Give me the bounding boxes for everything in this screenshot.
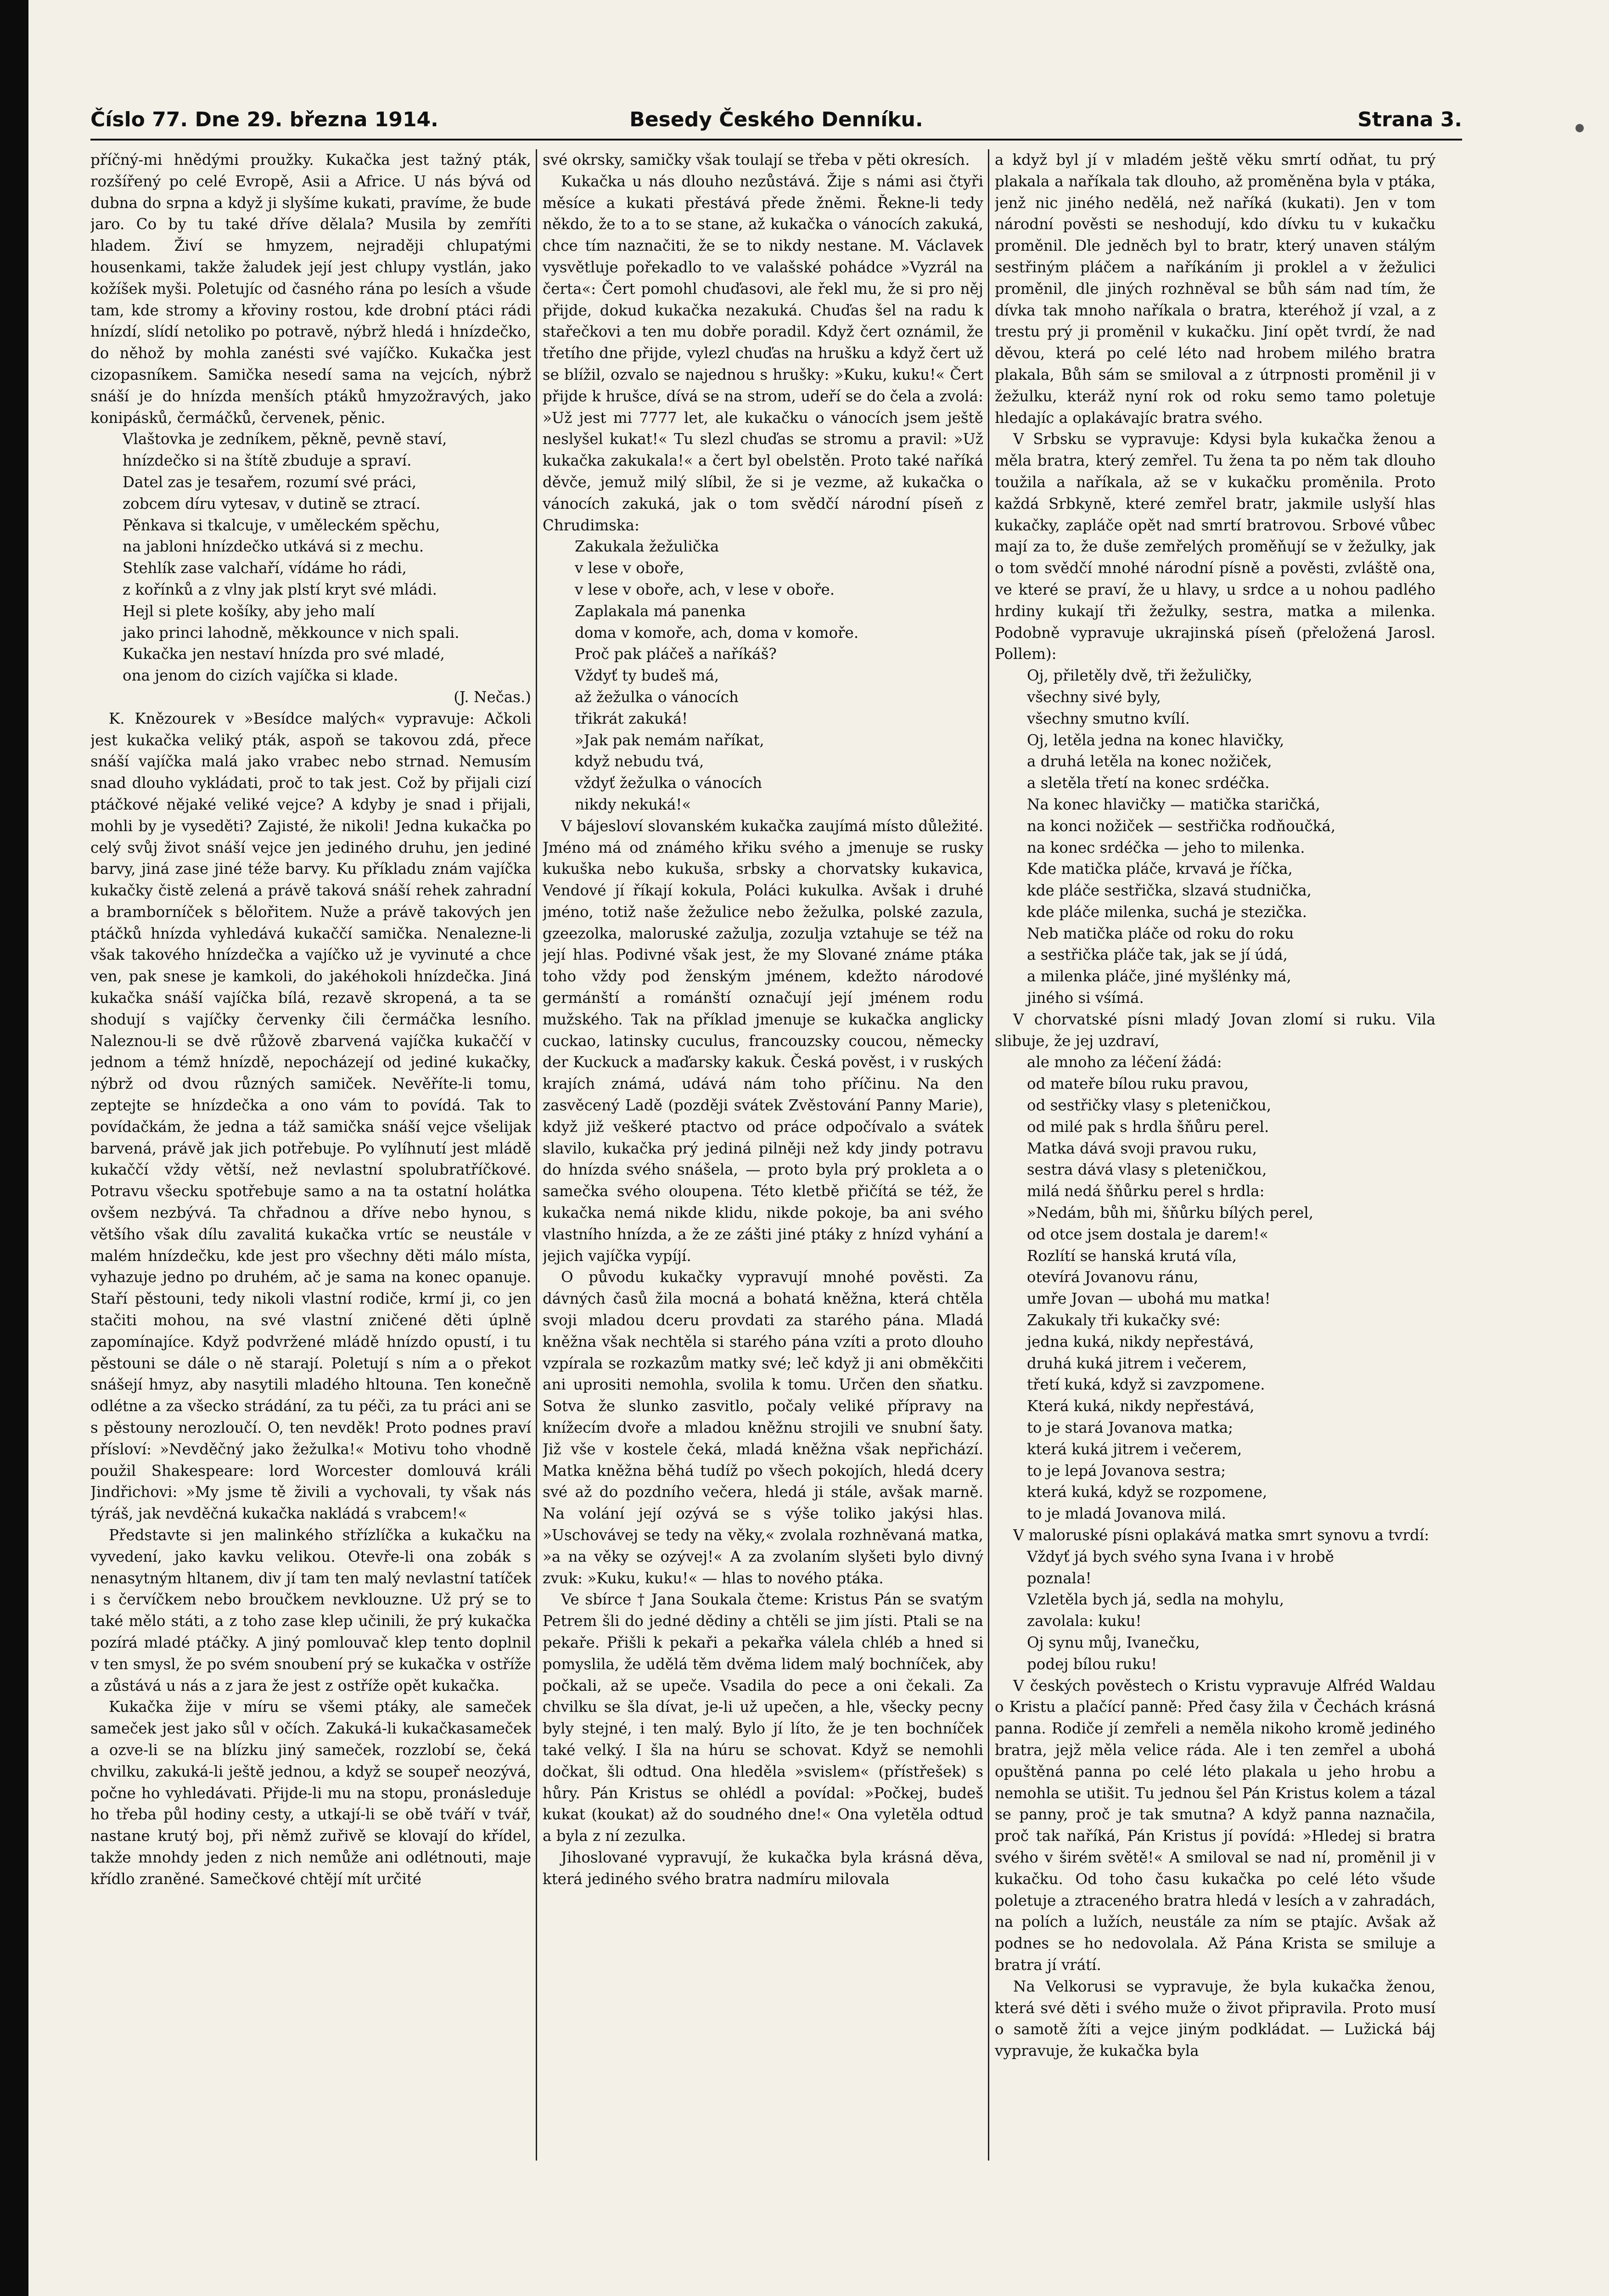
column-divider: [988, 149, 989, 2161]
page-header: [90, 108, 1462, 137]
poem-block: Vždyť já bych svého syna Ivana i v hrobě poznala! Vzletěla bych já, sedla na mohylu, zavolala: kuku! Oj synu můj, Ivanečku, podej bílou ruku!: [1027, 1548, 1334, 1673]
author-signature: (J. Nečas.): [454, 688, 531, 706]
article-paragraph: K. Knězourek v »Besídce malých« vypravuje: Ačkoli jest kukačka veliký pták, aspoň se takovou zdá, přece snáší vajíčka malá jako vrabec nebo strnad. Nemusím snad dlouho vykládati, proč to tak jest. Což by přijali cizí ptáčkové nějaké veliké vejce? A kdyby je snad i přijali, mohli by je vyseděti? Zajisté, že nikoli! Jedna kukačka po celý svůj život snáší vejce jen jediného druhu, jen jediné barvy, jiná zase jiné téže barvy. Ku příkladu znám vajíčka kukačky čistě zelená a právě taková snáší rehek zahradní a bramborníček s bělořitem. Nuže a právě takových jen ptáčků hnízda vyhledává kukaččí samička. Nenalezne-li však takového hnízdečka a vajíčko už je vyvinuté a chce ven, pak snese je kamkoli, do jakéhokoli hnízdečka. Jiná kukačka snáší vajíčka bílá, rezavě skropená, a ta se shodují s vajíčky červenky čili čermáčka lesního. Naleznou-li se dvě růžově zbarvená vajíčka kukaččí v jednom a témž hnízdě, nepocházejí od jediné kukačky, nýbrž od dvou různých samiček. Nevěříte-li tomu, zeptejte se hnízdečka a ono vám to povídá. Tak to povídačkám, že jedna a táž samička snáší vejce všelijak barvená, právě jak jich potřebuje. Po vylíhnutí jest mládě kukaččí vždy větší, než nevlastní spolubratříčkové. Potravu všecku spotřebuje samo a na ta ostatní holátka ovšem nezbývá. Ta chřadnou a dříve nebo hynou, s většího však dílu zavalitá kukačka vrtíc se neustále v malém hnízdečku, kde jest pro všechny děti málo místa, vyhazuje jedno po druhém, ač je sama na konec opanuje. Staří pěstouni, tedy nikoli vlastní rodiče, krmí ji, co jen stačiti mohou, na své vlastní zničené děti úplně zapomínajíce. Když podvržené mládě hnízdo opustí, i tu pěstouni se dále o ně starají. Poletují s ním a o překot snášejí hmyz, aby nasytili mladého hltouna. Ten konečně odlétne a za všecko strádání, za tu péči, za tu práci ani se s pěstouny nerozloučí. O, ten nevděk! Proto podnes praví přísloví: »Nevděčný jako žežulka!« Motivu toho vhodně použil Shakespeare: lord Worcester domlouvá králi Jindřichovi: »My jsme tě živili a vychovali, ty však nás týráš, jak nevděčná kukačka nakládá s vrabcem!«: [90, 709, 531, 1523]
article-paragraph: O původu kukačky vypravují mnohé pověsti. Za dávných časů žila mocná a bohatá kněžna, která chtěla svoji mladou dceru provdati za starého pána. Mladá kněžna však nechtěla si starého pána vzíti a proto dlouho vzpírala se rozkazům matky své; leč když ji ani obměkčiti ani uprositi nemohla, svolila k tomu. Určen den sňatku. Sotva že slunko zasvitlo, počaly veliké přípravy na knížecím dvoře a mladou kněžnu strojili ve snubní šaty. Již vše v kostele čeká, mladá kněžna však nepřichází. Matka kněžna běhá tudíž po všech pokojích, hledá dcery své až do pozdního večera, hledá ji stále, avšak marně. Na volání její ozývá se s výše toliko jakýsi hlas. »Uschovávej se tedy na věky,« zvolala rozhněvaná matka, »a na věky se ozývej!« A za zvolaním slyšeti bylo divný zvuk: »Kuku, kuku!« — hlas to nového ptáka.: [543, 1268, 983, 1587]
article-paragraph: V chorvatské písni mladý Jovan zlomí si ruku. Vila slibuje, že jej uzdraví,: [995, 1010, 1435, 1050]
article-paragraph: Na Velkorusi se vypravuje, že byla kukačka ženou, která své děti i svého muže o život připravila. Proto musí o samotě žíti a vejce jiným podkládat. — Lužická báj vypravuje, že kukačka byla: [995, 1977, 1435, 2060]
article-paragraph: Ve sbírce † Jana Soukala čteme: Kristus Pán se svatým Petrem šli do jedné dědiny a chtěli se jim jísti. Ptali se na pekaře. Přišli k pekaři a pekařka válela chléb a hned si pomyslila, že udělá těm dvěma lidem malý bochníček, aby počkali, až se upeče. Vsadila do pece a oni čekali. Za chvilku se šla dívat, je-li už upečen, a hle, všecky pecny byly stejné, i ten malý. Bylo jí líto, že je ten bochníček také velký. I šla na húru se schovat. Když se nemohli dočkat, šli odtud. Ona hleděla »svislem« (přístřešek) s hůry. Pán Kristus se ohlédl a povídal: »Počkej, budeš kukat (koukat) až do soudného dne!« Ona vyletěla odtud a byla z ní zezulka.: [543, 1591, 983, 1845]
publication-title: Besedy Českého Denníku.: [629, 108, 923, 131]
poem-block: Vlaštovka je zedníkem, pěkně, pevně staví, hnízdečko si na štítě zbuduje a spraví. Datel zas je tesařem, rozumí své práci, zobcem díru vytesav, v dutině se ztrací. Pěnkava si tkalcuje, v uměleckém spěchu, na jabloni hnízdečko utkává si z mechu. Stehlík zase valchaří, vídáme ho rádi, z kořínků a z vlny jak plstí kryt své mládi. Hejl si plete košíky, aby jeho malí jako princi lahodně, měkkounce v nich spali. Kukačka jen nestaví hnízda pro své mladé, ona jenom do cizích vajíčka si klade.: [123, 430, 460, 685]
article-paragraph: V bájesloví slovanském kukačka zaujímá místo důležité. Jméno má od známého křiku svého a jmenuje se rusky kukuška nebo kukuša, srbsky a chorvatsky kukavica, Vendové jí říkají kokula, Poláci kukulka. Avšak i druhé jméno, totiž naše žežulice nebo žežulka, polské zazula, gzeezolka, maloruské zažulja, zozulja vztahuje se též na její hlas. Podivné však jest, že my Slované známe ptáka toho vždy pod ženským jménem, kdežto národové germánští a románští označují její jménem rodu mužského. Tak na příklad jmenuje se kukačka anglicky cuckao, latinsky cuculus, francouzsky coucou, německy der Kuckuck a maďarsky kakuk. Česká pověst, i v ruských krajích známá, udává nám toho příčinu. Na den zasvěcený Ladě (později svátek Zvěstování Panny Marie), když již veškeré ptactvo od práce odpočívalo a svátek slavilo, kukačka prý jediná pilněji než kdy jindy potravu do hnízda svého snášela, — proto byla prý prokleta a o samečka svého oloupena. Této kletbě přičítá se též, že kukačka nemá nikde klidu, nikde pokoje, ba ani svého vlastního hnízda, a že ze zášti jiné ptáky z hnízd vyhání a jejich vajíčka vypíjí.: [543, 817, 983, 1265]
article-paragraph: Kukačka u nás dlouho nezůstává. Žije s námi asi čtyři měsíce a kukati přestává přede žněmi. Řekne-li tedy někdo, že to a to se stane, až kukačka o vánocích zakuká, chce tím naznačiti, že se to nikdy nestane. M. Václavek vysvětluje pořekadlo to ve valašské pohádce »Vyzrál na čerta«: Čert pomohl chuďasovi, ale řekl mu, že si pro něj přijde, dokud kukačka nezakuká. Chuďas šel na radu k stařečkovi a ten mu dobře poradil. Když čert oznámil, že třetího dne přijde, vylezl chuďas na hrušku a když čert už se blížil, ozvalo se najednou s hrušky: »Kuku, kuku!« Čert přijde k hrušce, dívá se na strom, udeří se do čela a zvolá: »Už jest mi 7777 let, ale kukačku o vánocích jsem ještě neslyšel kukat!« Tu slezl chuďas se stromu a pravil: »Už kukačka zakukala!« a čert byl obelstěn. Proto také naříká děvče, jemuž milý slíbil, že si je vezme, až kukačka o vánocích zakuká, jak o tom svědčí národní píseň z Chrudimska:: [543, 172, 983, 534]
article-paragraph: V českých pověstech o Kristu vypravuje Alfréd Waldau o Kristu a plačící panně: Před časy žila v Čechách krásná panna. Rodiče jí zemřeli a neměla nikoho kromě jediného bratra, jejž měla velice ráda. Ale i ten zemřel a ubohá opuštěná panna po celé léto plakala u jeho hrobu a nemohla se utišit. Tu jednou šel Pán Kristus kolem a tázal se panny, proč je tak smutna? A když panna naznačila, proč tak naříká, Pán Kristus jí povídá: »Hledej si bratra svého v širém světě!« A smiloval se nad ní, proměnil ji v kukačku. Od toho času kukačka po celé léto všude poletuje a ztraceného bratra hledá v lesích a v zahradách, na polích a lužích, neustále za ním se ptajíc. Avšak až podnes se ho nedovolala. Až Pána Krista se smiluje a bratra jí vrátí.: [995, 1677, 1435, 1974]
article-paragraph: Kukačka žije v míru se všemi ptáky, ale sameček sameček jest jako sůl v očích. Zakuká-li kukačkasameček a ozve-li se na blízku jiný sameček, rozzlobí se, čeká chvilku, zakuká-li ještě jednou, a když se soupeř neozývá, počne ho vyhledávati. Přijde-li mu na stopu, pronásleduje ho třeba půl hodiny cesty, a utkají-li se obě tváří v tvář, nastane krutý boj, při němž zuřivě se klovají do křídel, takže mnohdy jeden z nich nemůže ani odlétnouti, maje křídlo zraněné. Samečkové chtějí mít určité: [90, 1698, 531, 1888]
page-number: Strana 3.: [1357, 108, 1462, 131]
article-paragraph: a když byl jí v mladém ještě věku smrtí odňat, tu prý plakala a naříkala tak dlouho, až proměněna byla v ptáka, jenž nic jiného nedělá, než naříká (kukati). Jen v tom národní pověsti se neshodují, kdo dívku tu v kukačku proměnil. Dle jedněch byl to bratr, který unaven stálým sestřiným pláčem a naříkáním ji proklel a v žežulici proměnil, dle jiných rozhněval se bůh sám nad tím, že dívka tak mnoho naříkala o bratra, kteréhož jí vzal, a z trestu prý ji proměnil v kukačku. Jiní opět tvrdí, že nad děvou, která po celé léto nad hrobem milého bratra plakala, Bůh sám se smiloval a z útrpnosti proměnil ji v žežulku, kteráž nyní rok od roku semo tamo poletuje hledajíc a oplakávajíc bratra svého.: [995, 151, 1435, 427]
article-paragraph: V maloruské písni oplakává matka smrt synovu a tvrdí:: [1013, 1526, 1430, 1544]
newspaper-page: [28, 0, 1609, 2296]
poem-block: Oj, přiletěly dvě, tři žežuličky, všechny sivé byly, všechny smutno kvílí. Oj, letěla jedna na konec hlavičky, a druhá letěla na konec nožiček, a sletěla třetí na konec srdéčka. Na konec hlavičky — matička staričká, na konci nožiček — sestřička rodňoučká, na konec srdéčka — jeho to milenka. Kde matička pláče, krvavá je říčka, kde pláče sestřička, slzavá studnička, kde pláče milenka, suchá je stezička. Neb matička pláče od roku do roku a sestřička pláče tak, jak se jí údá, a milenka pláče, jiné myšlénky má, jiného si vśímá.: [1027, 667, 1336, 1007]
poem-block: Zakukala žežulička v lese v oboře, v lese v oboře, ach, v lese v oboře. Zaplakala má panenka doma v komoře, ach, doma v komoře. Proč pak pláčeš a naříkáš? Vždyť ty budeš má, až žežulka o vánocích třikrát zakuká! »Jak pak nemám naříkat, když nebudu tvá, vždyť žežulka o vánocích nikdy nekuká!«: [575, 538, 859, 813]
column-1: [90, 149, 531, 2170]
article-paragraph: Jihoslované vypravují, že kukačka byla krásná děva, která jediného svého bratra nadmíru milovala: [543, 1848, 983, 1888]
header-rule: [90, 139, 1462, 141]
scan-mark: [1575, 124, 1584, 132]
article-paragraph: V Srbsku se vypravuje: Kdysi byla kukačka ženou a měla bratra, který zemřel. Tu žena ta po něm tak dlouho toužila a naříkala, až se v kukačku proměnila. Proto každá Srbkyně, které zemřel bratr, jakmile uslyší hlas kukačky, zapláče opět nad smrtí bratrovou. Srbové vůbec mají za to, že duše zemřelých proměňují se v žežulky, jak o tom svědčí mnohé národní písně a pověsti, zvláště ona, ve které se praví, že u hlavy, u srdce a u nohou padlého hrdiny kukají tři žežulky, sestra, matka a milenka. Podobně vypravuje ukrajinská píseň (přeložená Jarosl. Pollem):: [995, 430, 1435, 663]
column-divider: [536, 149, 537, 2161]
column-3: [995, 149, 1435, 2170]
issue-and-date: Číslo 77. Dne 29. března 1914.: [90, 108, 438, 131]
poem-block: ale mnoho za léčení žádá: od mateře bílou ruku pravou, od sestřičky vlasy s pleteničkou, od milé pak s hrdla šňůru perel. Matka dává svoji pravou ruku, sestra dává vlasy s pleteničkou, milá nedá šňůrku perel s hrdla: »Nedám, bůh mi, šňůrku bílých perel, od otce jsem dostala je darem!« Rozlítí se hanská krutá víla, otevírá Jovanovu ránu, umře Jovan — ubohá mu matka! Zakukaly tři kukačky své: jedna kuká, nikdy nepřestává, druhá kuká jitrem i večerem, třetí kuká, když si zavzpomene. Která kuká, nikdy nepřestává, to je stará Jovanova matka; která kuká jitrem i večerem, to je lepá Jovanova sestra; která kuká, když se rozpomene, to je mladá Jovanova milá.: [1027, 1053, 1314, 1523]
article-paragraph: příčný-mi hnědými proužky. Kukačka jest tažný pták, rozšířený po celé Evropě, Asii a Africe. U nás bývá od dubna do srpna a když ji slyšíme kukati, pravíme, že bude jaro. Co by tu také dříve dělala? Musila by zemříti hladem. Živí se hmyzem, nejraději chlupatými housenkami, takže žaludek její jest chlupy vystlán, jako kožíšek myši. Poletujíc od časného rána po lesích a všude tam, kde stromy a křoviny rostou, kde drobní ptáci rádi hnízdí, slídí netoliko po potravě, nýbrž hledá i hnízdečko, do něhož by mohla zanésti své vajíčko. Kukačka jest cizopasníkem. Samička nesedí sama na vejcích, nýbrž snáší je do hnízda menších ptáků hmyzožravých, jako konipásků, čermáčků, červenek, pěnic.: [90, 151, 531, 427]
article-paragraph: své okrsky, samičky však toulají se třeba v pěti okresích.: [543, 151, 970, 169]
column-2: [543, 149, 983, 2170]
article-paragraph: Představte si jen malinkého střízlíčka a kukačku na vyvedení, jako kavku velikou. Otevře-li ona zobák s nenasytným hltanem, div jí tam ten malý nevlastní tatíček i s červíčkem nebo broučkem nevklouzne. Už prý se to také mělo státi, a z toho zase klep učinili, že prý kukačka pozírá mladé ptáčky. A jiný pomlouvač klep tento doplnil v ten smysl, že po svém snoubení prý se kukačka v ostříže a zůstává u nás a z jara že jest z ostříže opět kukačka.: [90, 1526, 531, 1694]
